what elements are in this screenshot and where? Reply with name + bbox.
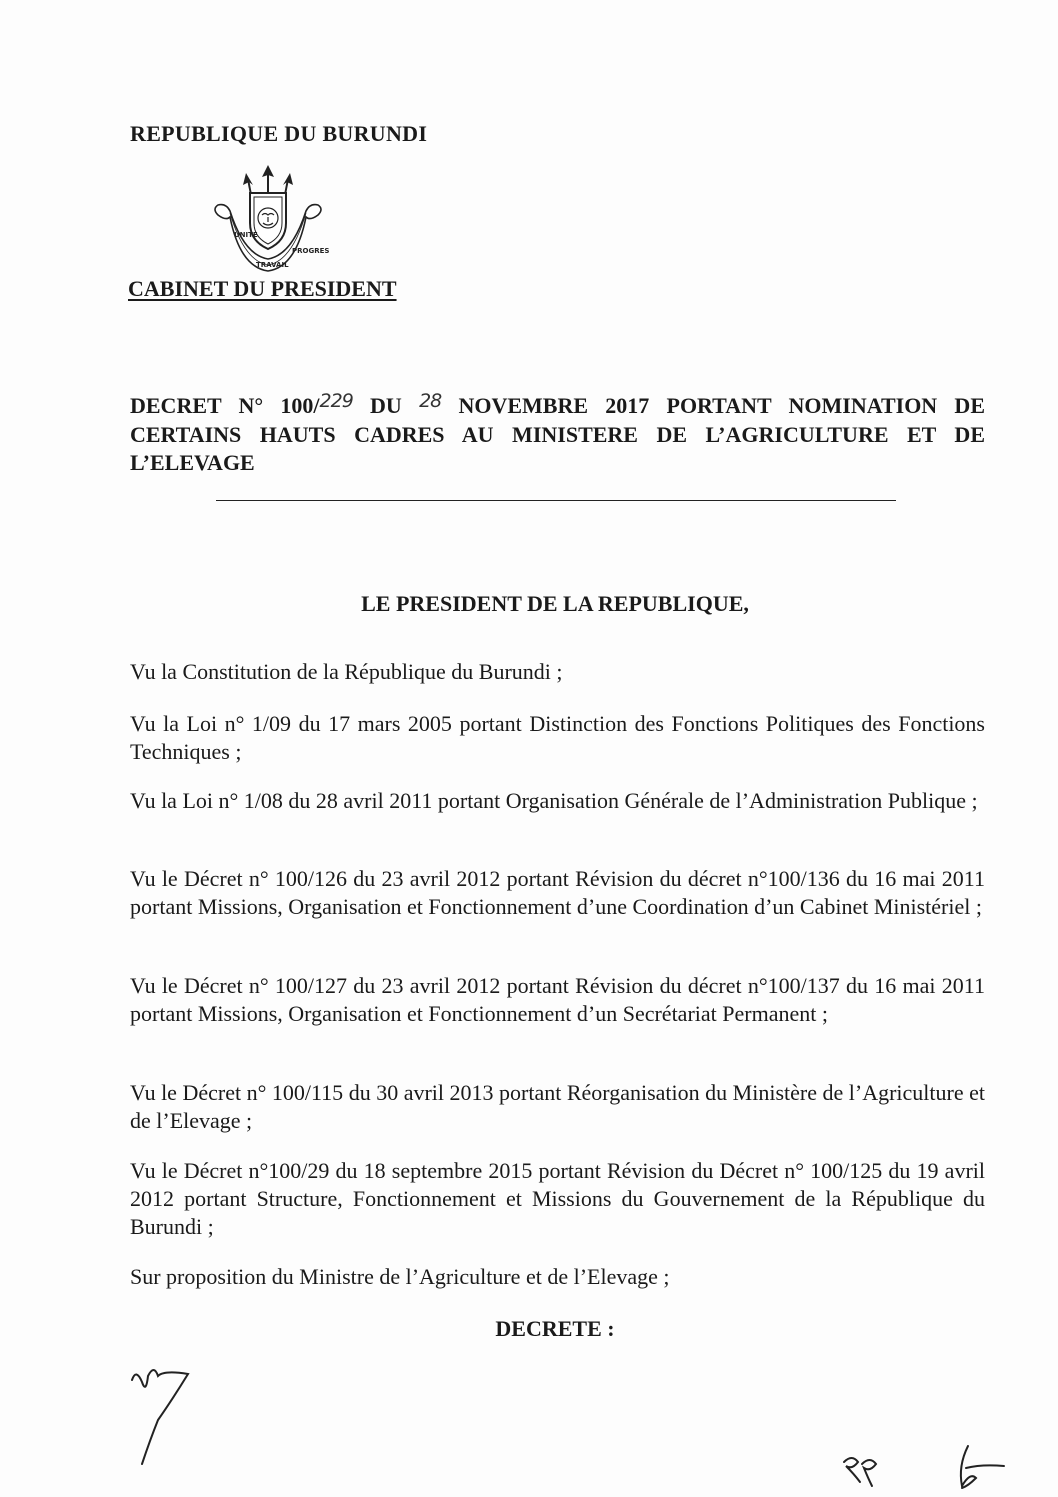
office-heading: CABINET DU PRESIDENT xyxy=(128,276,397,301)
burundi-coat-of-arms xyxy=(204,163,332,275)
handwritten-initial-middle xyxy=(838,1452,888,1492)
svg-text:PROGRES: PROGRES xyxy=(292,247,330,255)
consideration-paragraph: Vu le Décret n° 100/126 du 23 avril 2012 portant Révision du décret n°100/136 du 16 mai 2011 portant Missions, Organisation et Fonctionnement d’une Coordination d’un Cabinet Ministériel ; xyxy=(130,866,985,919)
decrete-heading: DECRETE : xyxy=(495,1316,615,1341)
consideration-paragraph: Vu la Loi n° 1/09 du 17 mars 2005 portant Distinction des Fonctions Politiques des Fonctions Techniques ; xyxy=(130,711,985,764)
decree-number-handwritten: 229 xyxy=(319,390,353,412)
consideration-paragraph: Vu la Constitution de la République du Burundi ; xyxy=(130,659,563,684)
consideration-paragraph: Vu la Loi n° 1/08 du 28 avril 2011 portant Organisation Générale de l’Administration Publique ; xyxy=(130,788,978,813)
decree-title-rest: NOVEMBRE 2017 PORTANT NOMINATION DE CERTAINS HAUTS CADRES AU MINISTERE DE L’AGRICULTURE ET DE L’ELEVAGE xyxy=(130,393,985,475)
country-heading: REPUBLIQUE DU BURUNDI xyxy=(130,121,428,146)
handwritten-initial-left xyxy=(128,1360,198,1472)
svg-text:TRAVAIL: TRAVAIL xyxy=(256,261,289,269)
title-divider xyxy=(216,500,896,501)
consideration-paragraph: Vu le Décret n° 100/115 du 30 avril 2013 portant Réorganisation du Ministère de l’Agriculture et de l’Elevage ; xyxy=(130,1080,985,1133)
decree-title xyxy=(130,392,985,477)
consideration-paragraph: Vu le Décret n° 100/127 du 23 avril 2012 portant Révision du décret n°100/137 du 16 mai 2011 portant Missions, Organisation et Fonctionnement d’un Secrétariat Permanent ; xyxy=(130,973,985,1026)
consideration-paragraph: Sur proposition du Ministre de l’Agriculture et de l’Elevage ; xyxy=(130,1264,670,1289)
president-heading: LE PRESIDENT DE LA REPUBLIQUE, xyxy=(361,591,749,616)
consideration-paragraph: Vu le Décret n°100/29 du 18 septembre 2015 portant Révision du Décret n° 100/125 du 19 avril 2012 portant Structure, Fonctionnement et Missions du Gouvernement de la République du Burundi ; xyxy=(130,1158,985,1239)
decree-title-prefix: DECRET N° 100/ xyxy=(130,393,320,418)
handwritten-initial-right xyxy=(948,1442,1008,1494)
svg-text:UNITE: UNITE xyxy=(234,231,258,239)
decree-title-du: DU xyxy=(352,393,420,418)
decree-day-handwritten: 28 xyxy=(419,390,442,412)
